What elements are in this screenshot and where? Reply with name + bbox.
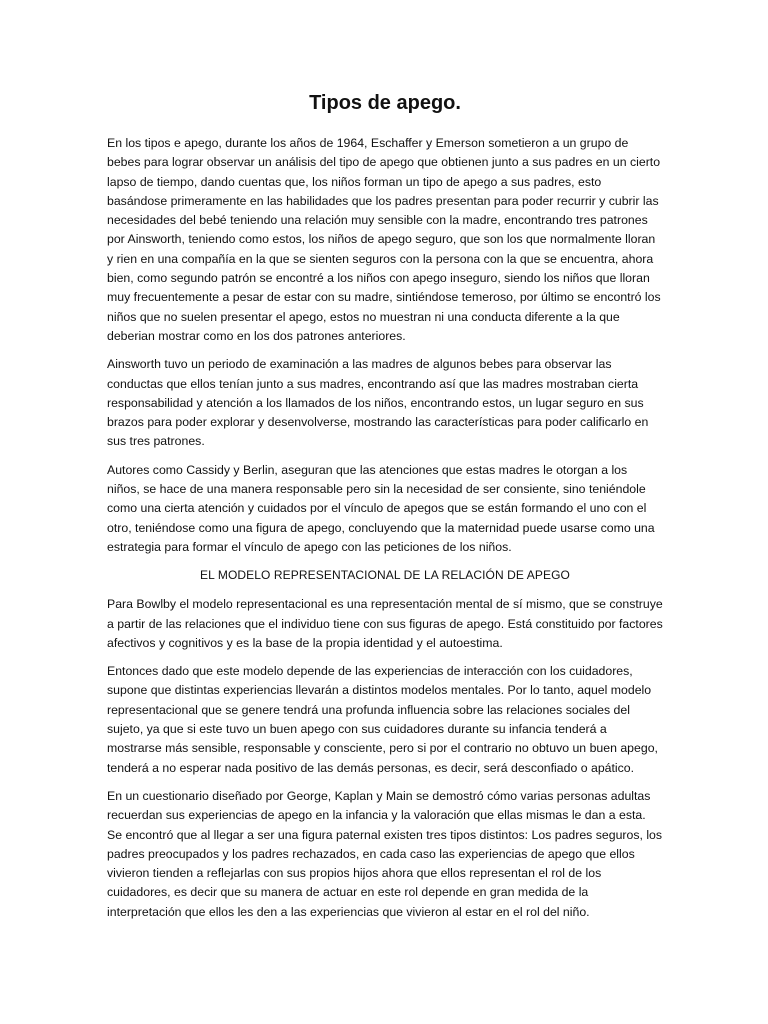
paragraph-intro-3: Autores como Cassidy y Berlin, aseguran que las atenciones que estas madres le otorgan a los niños, se hace de una manera responsable pero sin la necesidad de ser consiente, sino teniéndole como una cierta atención y cuidados por el vínculo de apegos que se están formando el uno con el otro, teniéndose como una figura de apego, concluyendo que la maternidad puede usarse como una estrategia para formar el vínculo de apego con las peticiones de los niños. (107, 462, 655, 554)
paragraph-section-2: Entonces dado que este modelo depende de las experiencias de interacción con los cuidadores, supone que distintas experiencias llevarán a distintos modelos mentales. Por lo tanto, aquel modelo representacional que se genere tendrá una profunda influencia sobre las relaciones sociales del sujeto, ya que si este tuvo un buen apego con sus cuidadores durante su infancia tenderá a mostrarse más sensible, responsable y consciente, pero si por el contrario no obtuvo un buen apego, tenderá a no esperar nada positivo de las demás personas, es decir, será desconfiado o apático. (107, 664, 658, 775)
paragraph-section-1: Para Bowlby el modelo representacional es una representación mental de sí mismo, que se construye a partir de las relaciones que el individuo tiene con sus figuras de apego. Está constituido por factores afectivos y cognitivos y es la base de la propia identidad y el autoestima. (107, 597, 663, 650)
document-page (107, 90, 663, 931)
paragraph-section-3: En un cuestionario diseñado por George, Kaplan y Main se demostró cómo varias personas adultas recuerdan sus experiencias de apego en la infancia y la valoración que ellas mismas le dan a esta. Se encontró que al llegar a ser una figura paternal existen tres tipos distintos: Los padres seguros, los padres preocupados y los padres rechazados, en cada caso las experiencias de apego que ellos vivieron tienden a reflejarlas con sus propios hijos ahora que ellos representan el rol de los cuidadores, es decir que su manera de actuar en este rol depende en gran medida de la interpretación que ellos les den a las experiencias que vivieron al estar en el rol del niño. (107, 788, 663, 919)
paragraph-intro-1: En los tipos e apego, durante los años de 1964, Eschaffer y Emerson sometieron a un grupo de bebes para lograr observar un análisis del tipo de apego que obtienen junto a sus padres en un cierto lapso de tiempo, dando cuentas que, los niños forman un tipo de apego a sus padres, esto basándose primeramente en las habilidades que los padres presentan para poder recurrir y cubrir las necesidades del bebé teniendo una relación muy sensible con la madre, encontrando tres patrones por Ainsworth, teniendo como estos, los niños de apego seguro, que son los que normalmente lloran y rien en una compañía en la que se sienten seguros con la persona con la que se encuentra, ahora bien, como segundo patrón se encontré a los niños con apego inseguro, siendo los niños que lloran muy frecuentemente a pesar de estar con su madre, sintiéndose temeroso, por último se encontró los niños que no suelen presentar el apego, estos no muestran ni una conducta diferente a la que deberian mostrar como en los dos patrones anteriores. (107, 136, 661, 343)
document-title: Tipos de apego. (309, 92, 461, 114)
section-heading: EL MODELO REPRESENTACIONAL DE LA RELACIÓN DE APEGO (200, 568, 570, 583)
paragraph-intro-2: Ainsworth tuvo un periodo de examinación a las madres de algunos bebes para observar las conductas que ellos tenían junto a sus madres, encontrando así que las madres mostraban cierta responsabilidad y atención a los llamados de los niños, encontrando estos, un lugar seguro en sus brazos para poder explorar y desenvolverse, mostrando las características para poder calificarlo en sus tres patrones. (107, 357, 649, 449)
